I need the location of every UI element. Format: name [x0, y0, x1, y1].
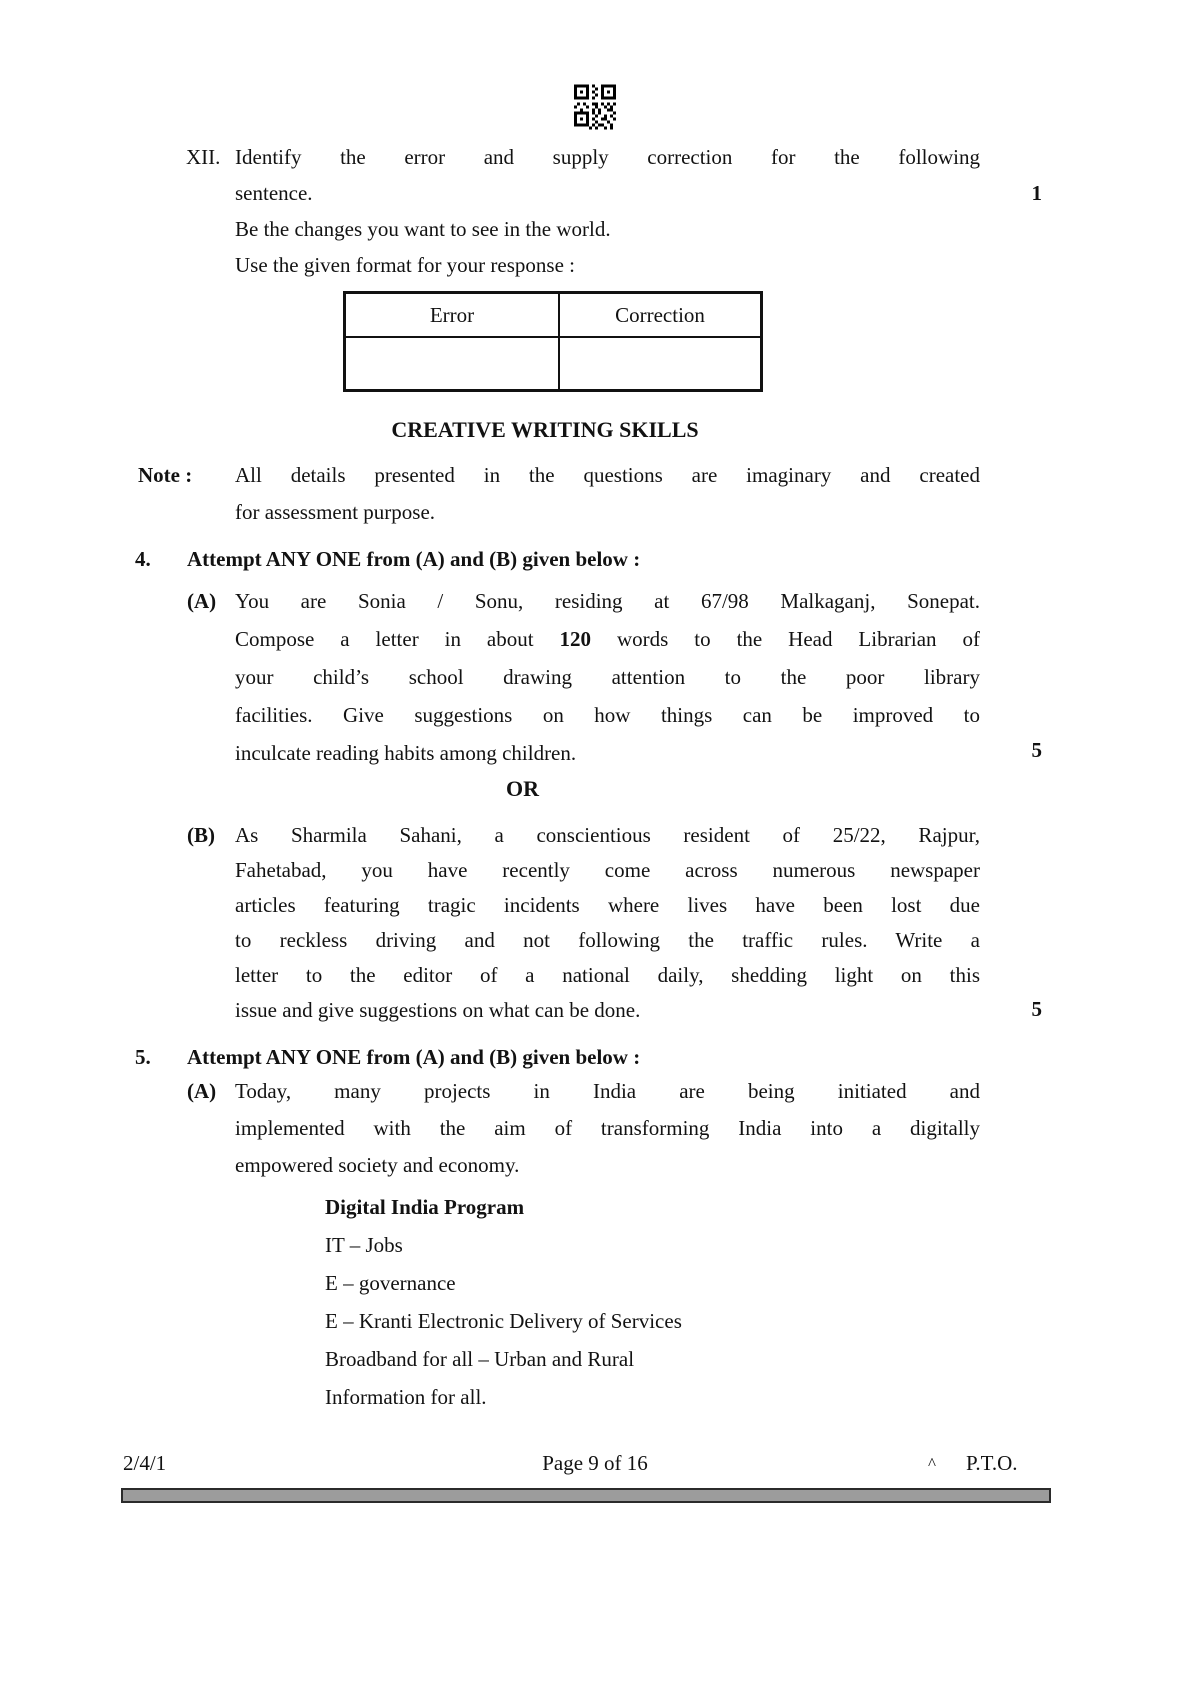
- option-a-line-text: Compose a letter in about: [235, 627, 534, 651]
- question-12-example-sentence: Be the changes you want to see in the world.: [235, 217, 611, 241]
- program-item: IT – Jobs: [325, 1233, 403, 1257]
- word-count-emphasis: 120: [559, 627, 592, 651]
- option-b-label: (B): [187, 823, 215, 847]
- option-b-line: letter to the editor of a national daily, shedding light on this: [235, 963, 980, 987]
- option-a-line: facilities. Give suggestions on how things can be improved to: [235, 703, 980, 727]
- note-line: All details presented in the questions are imaginary and created: [235, 463, 980, 487]
- option-a-label: (A): [187, 589, 217, 613]
- option-b-line: to reckless driving and not following the traffic rules. Write a: [235, 928, 980, 952]
- question-12-number: XII.: [186, 145, 221, 169]
- program-item: Broadband for all – Urban and Rural: [325, 1347, 635, 1371]
- table-answer-row: [345, 337, 762, 391]
- footer-page-number: Page 9 of 16: [542, 1451, 648, 1475]
- question-4-heading: Attempt ANY ONE from (A) and (B) given below :: [187, 547, 641, 571]
- note-label: Note :: [138, 463, 193, 487]
- qr-code: [574, 84, 616, 135]
- program-item: E – governance: [325, 1271, 456, 1295]
- table-header-row: [345, 293, 762, 338]
- footer-pto: P.T.O.: [966, 1451, 1018, 1475]
- digital-india-program-block: [325, 1188, 682, 1416]
- answer-cell-correction: [559, 337, 762, 391]
- question-12-body: [235, 139, 980, 283]
- footer-caret: ^: [928, 1454, 936, 1473]
- marks-value: 1: [1031, 181, 1042, 205]
- marks-value: 5: [1031, 738, 1042, 762]
- question-5-heading: Attempt ANY ONE from (A) and (B) given below :: [187, 1045, 641, 1069]
- option-b-line: articles featuring tragic incidents where lives have been lost due: [235, 893, 980, 917]
- program-item: Information for all.: [325, 1385, 487, 1409]
- table-header-correction: Correction: [559, 293, 762, 338]
- option-5a-body: [235, 1073, 980, 1184]
- footer-bar: [121, 1488, 1051, 1503]
- option-a-line-text: words to the Head Librarian of: [617, 627, 980, 651]
- error-correction-table: [343, 291, 763, 392]
- option-5a-line: empowered society and economy.: [235, 1153, 520, 1177]
- option-a-line: You are Sonia / Sonu, residing at 67/98 Malkaganj, Sonepat.: [235, 589, 980, 613]
- note-body: [235, 457, 980, 531]
- or-separator: OR: [506, 776, 539, 801]
- question-5-number: 5.: [135, 1045, 151, 1069]
- option-b-line: Fahetabad, you have recently come across numerous newspaper: [235, 858, 980, 882]
- option-a-line: [235, 620, 980, 658]
- option-b-body: [235, 818, 980, 1028]
- option-5a-label: (A): [187, 1079, 217, 1103]
- option-a-line: inculcate reading habits among children.: [235, 741, 577, 765]
- option-b-line: issue and give suggestions on what can be done.: [235, 998, 641, 1022]
- footer-paper-code: 2/4/1: [123, 1451, 167, 1475]
- option-a-line: your child’s school drawing attention to the poor library: [235, 665, 980, 689]
- program-item: E – Kranti Electronic Delivery of Services: [325, 1309, 682, 1333]
- option-b-line: As Sharmila Sahani, a conscientious resident of 25/22, Rajpur,: [235, 823, 980, 847]
- program-title: Digital India Program: [325, 1195, 525, 1219]
- option-5a-line: Today, many projects in India are being initiated and: [235, 1079, 980, 1103]
- marks-value: 5: [1031, 997, 1042, 1021]
- question-4-number: 4.: [135, 547, 151, 571]
- question-12-format-prompt: Use the given format for your response :: [235, 253, 575, 277]
- section-title: CREATIVE WRITING SKILLS: [391, 417, 699, 442]
- option-5a-line: implemented with the aim of transforming India into a digitally: [235, 1116, 980, 1140]
- note-line: for assessment purpose.: [235, 500, 436, 524]
- option-a-body: [235, 582, 980, 772]
- question-12-stem-line: Identify the error and supply correction for the following: [235, 145, 980, 169]
- table-header-error: Error: [345, 293, 560, 338]
- answer-cell-error: [345, 337, 560, 391]
- qr-code-image: [574, 84, 616, 130]
- question-12-stem-line: sentence.: [235, 181, 313, 205]
